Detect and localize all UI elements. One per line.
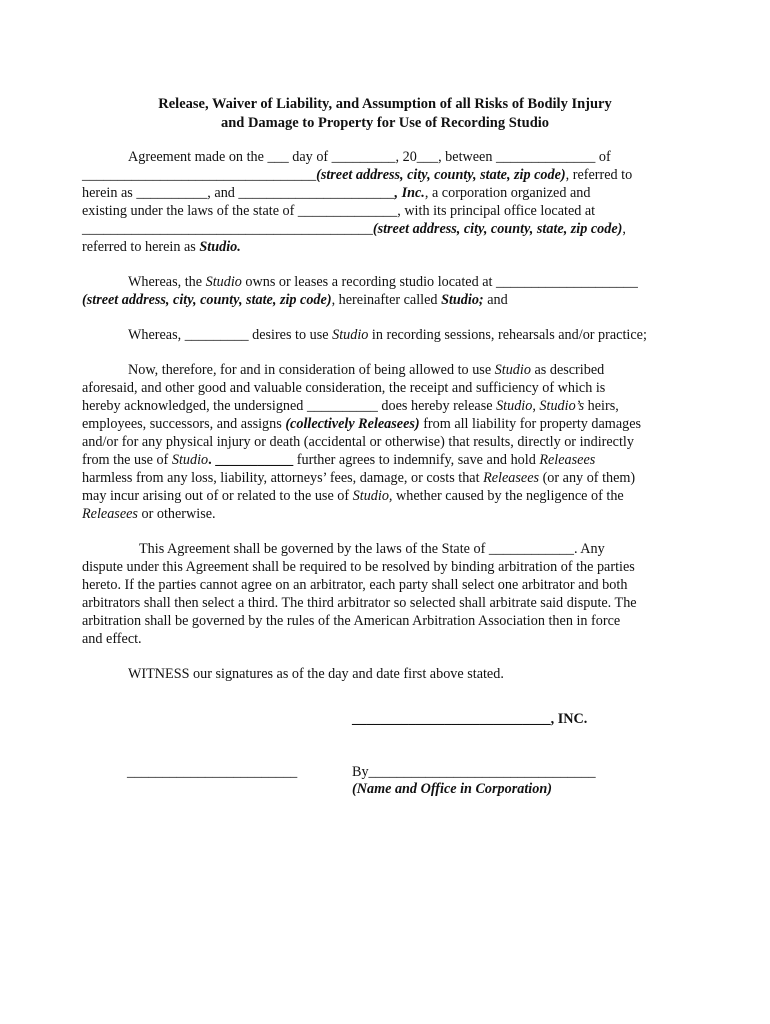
blank-field: ___________	[215, 452, 294, 468]
release-line-3	[82, 397, 682, 415]
releasees-term: Releasees	[483, 470, 540, 486]
text-fragment: herein as __________, and ______________________	[82, 185, 395, 201]
studio-term: Studio	[496, 398, 533, 414]
governing-law-paragraph	[82, 540, 682, 648]
text-fragment: and	[483, 292, 508, 308]
witness-paragraph	[82, 665, 682, 683]
witness-line: WITNESS our signatures as of the day and date first above stated.	[128, 666, 504, 682]
studio-term: Studio,	[352, 488, 393, 504]
text-fragment: , hereinafter called	[331, 292, 442, 308]
text-fragment: Whereas, the	[128, 274, 206, 290]
release-line-9	[82, 505, 682, 523]
agreement-line-1: Agreement made on the ___ day of _________, 20___, between ______________ of	[128, 149, 611, 165]
text-fragment: whether caused by the negligence of the	[392, 488, 624, 504]
corporation-signature-line: ____________________________, INC.	[352, 711, 588, 727]
law-line-4: arbitrators shall then select a third. The third arbitrator so selected shall arbitrate said dispute. The	[82, 595, 637, 611]
releasees-term: Releasees	[539, 452, 596, 468]
release-line-8	[82, 487, 682, 505]
text-fragment: ,	[622, 221, 626, 237]
text-fragment: from the use of	[82, 452, 172, 468]
text-fragment: from all liability for property damages	[419, 416, 642, 432]
text-fragment: owns or leases a recording studio located at ____________________	[241, 274, 638, 290]
text-fragment: harmless from any loss, liability, attorneys’ fees, damage, or costs that	[82, 470, 484, 486]
by-signature-line: By________________________________	[352, 764, 596, 780]
release-line-5: and/or for any physical injury or death (accidental or otherwise) that results, directly or indirectly	[82, 434, 634, 450]
whereas-studio-paragraph	[82, 273, 682, 309]
text-fragment: heirs,	[584, 398, 619, 414]
law-line-5: arbitration shall be governed by the rules of the American Arbitration Association then in force	[82, 613, 621, 629]
text-fragment: as described	[530, 362, 605, 378]
law-line-3: hereto. If the parties cannot agree on an arbitrator, each party shall select one arbitrator and both	[82, 577, 628, 593]
release-line-6	[82, 451, 682, 469]
name-office-caption: (Name and Office in Corporation)	[352, 781, 552, 797]
studio-term: Studio	[494, 362, 531, 378]
text-fragment: ,	[532, 398, 540, 414]
studio-term: Studio	[332, 327, 369, 343]
text-fragment: employees, successors, and assigns	[82, 416, 286, 432]
text-fragment: .	[208, 452, 212, 468]
document-title-line-2: and Damage to Property for Use of Recording Studio	[220, 115, 550, 131]
text-fragment: , referred to	[565, 167, 633, 183]
law-line-2: dispute under this Agreement shall be required to be resolved by binding arbitration of the parties	[82, 559, 635, 575]
release-paragraph	[82, 361, 682, 523]
text-fragment: or otherwise.	[137, 506, 216, 522]
agreement-line-3	[82, 184, 682, 202]
text-fragment: may incur arising out of or related to the use of	[82, 488, 353, 504]
address-hint: (street address, city, county, state, zip code)	[82, 292, 332, 308]
releasees-term: (collectively Releasees)	[285, 416, 420, 432]
blank-field: _________________________________	[82, 167, 317, 183]
address-hint: (street address, city, county, state, zip code)	[372, 221, 623, 237]
document-title-line-1: Release, Waiver of Liability, and Assumption of all Risks of Bodily Injury	[158, 96, 612, 112]
whereas-line-1	[82, 273, 682, 291]
agreement-line-4: existing under the laws of the state of ______________, with its principal office located at	[82, 203, 596, 219]
law-line-6: and effect.	[82, 631, 142, 647]
text-fragment: Whereas, _________ desires to use	[128, 327, 333, 343]
signatory-signature-line: ________________________	[127, 764, 298, 780]
whereas-use-line	[82, 326, 682, 344]
whereas-use-paragraph	[82, 326, 682, 344]
whereas-line-2	[82, 291, 682, 309]
text-fragment: (or any of them)	[539, 470, 636, 486]
studio-term: Studio	[171, 452, 209, 468]
address-hint: (street address, city, county, state, zip code)	[316, 167, 566, 183]
release-line-4	[82, 415, 682, 433]
text-fragment: further agrees to indemnify, save and hold	[293, 452, 540, 468]
studio-term: Studio;	[441, 292, 484, 308]
studio-term: Studio	[205, 274, 242, 290]
text-fragment: Now, therefore, for and in consideration of being allowed to use	[128, 362, 495, 378]
studio-term: Studio.	[199, 239, 241, 255]
release-line-2: aforesaid, and other good and valuable consideration, the receipt and sufficiency of which is	[82, 380, 606, 396]
text-fragment: hereby acknowledged, the undersigned __________ does hereby release	[82, 398, 497, 414]
agreement-line-2	[82, 166, 682, 184]
text-fragment: referred to herein as	[82, 239, 200, 255]
text-fragment: in recording sessions, rehearsals and/or practice;	[368, 327, 647, 343]
releasees-term: Releasees	[82, 506, 138, 522]
agreement-line-6	[82, 238, 682, 256]
law-line-1: This Agreement shall be governed by the laws of the State of ____________. Any	[139, 541, 605, 557]
inc-label: , Inc.	[394, 185, 425, 201]
studio-term: Studio’s	[539, 398, 585, 414]
agreement-line-5	[82, 220, 682, 238]
release-line-7	[82, 469, 682, 487]
agreement-paragraph	[82, 148, 682, 256]
release-line-1	[82, 361, 682, 379]
blank-field: _________________________________________	[82, 221, 373, 237]
text-fragment: , a corporation organized and	[424, 185, 591, 201]
